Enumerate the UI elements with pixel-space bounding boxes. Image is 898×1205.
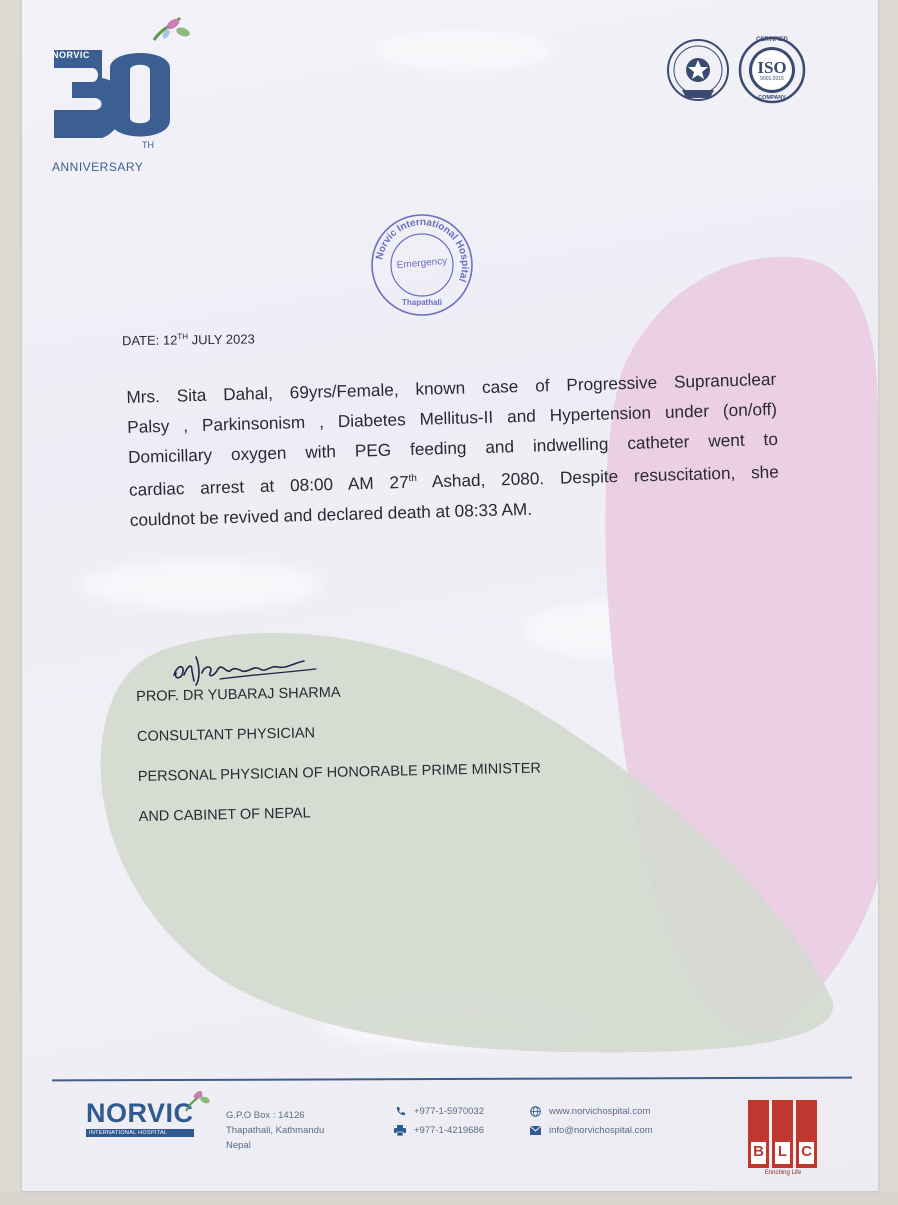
mail-icon xyxy=(529,1125,541,1137)
iso-top-text: CERTIFIED xyxy=(756,37,788,43)
emergency-stamp xyxy=(367,210,477,320)
address-line: G.P.O Box : 14126 xyxy=(226,1110,305,1121)
email-row xyxy=(529,1121,653,1140)
footer-norvic-logo xyxy=(86,1099,194,1137)
address-line: Thapathali, Kathmandu xyxy=(226,1125,325,1136)
website-row xyxy=(529,1102,653,1121)
address-line: Nepal xyxy=(226,1140,251,1151)
fax-row xyxy=(394,1121,484,1140)
email-link[interactable]: info@norvichospital.com xyxy=(549,1125,653,1136)
footer-address xyxy=(226,1108,324,1153)
letterhead-footer xyxy=(22,1084,878,1184)
fax-number[interactable]: +977-1-4219686 xyxy=(414,1125,484,1136)
footer-logo-name: NORVIC xyxy=(86,1098,194,1128)
background-wall-left xyxy=(0,0,22,1205)
signatory-role-line2: AND CABINET OF NEPAL xyxy=(138,805,311,825)
leaf-logo-icon xyxy=(182,1089,210,1113)
blc-partner-logo xyxy=(748,1090,818,1168)
iso-label: ISO xyxy=(757,58,787,77)
letter-date xyxy=(122,331,255,348)
footer-logo-sub: INTERNATIONAL HOSPITAL xyxy=(86,1129,194,1137)
letter-sheet xyxy=(22,0,878,1191)
anniversary-suffix: TH xyxy=(142,140,154,150)
globe-icon xyxy=(529,1106,541,1118)
letter-body xyxy=(126,364,780,535)
anniversary-30-logo xyxy=(42,10,192,180)
body-line: Mrs. Sita Dahal, 69yrs/Female, known case of Progressive Supranuclear xyxy=(126,368,777,407)
fax-icon xyxy=(394,1125,406,1137)
footer-web xyxy=(529,1102,653,1140)
signatory-name: PROF. DR YUBARAJ SHARMA xyxy=(136,684,341,705)
background-wall-right xyxy=(878,0,898,1205)
body-line-part: Ashad, 2080. Despite resuscitation, she xyxy=(416,461,780,492)
signatory-title: CONSULTANT PHYSICIAN xyxy=(136,725,316,745)
body-line: Domicillary oxygen with PEG feeding and indwelling catheter went to xyxy=(127,428,779,467)
phone-icon xyxy=(394,1106,406,1118)
phone-number[interactable]: +977-1-5970032 xyxy=(414,1106,484,1117)
website-link[interactable]: www.norvichospital.com xyxy=(549,1106,651,1117)
signatory-role-line1: PERSONAL PHYSICIAN OF HONORABLE PRIME MINISTER xyxy=(137,760,542,785)
iso-standard: 9001:2015 xyxy=(760,76,784,82)
stamp-bottom-text: Thapathali xyxy=(401,298,442,307)
body-line: couldnot be revived and declared death at 08:33 AM. xyxy=(129,498,533,530)
date-prefix: DATE: 12 xyxy=(121,332,178,349)
blc-letter: B xyxy=(753,1143,764,1160)
date-suffix: JULY 2023 xyxy=(187,331,255,348)
body-line-part: cardiac arrest at 08:00 AM 27 xyxy=(128,471,409,500)
body-line: Palsy , Parkinsonism , Diabetes Mellitus-II and Hypertension under (on/off) xyxy=(126,398,778,437)
body-line-superscript: th xyxy=(408,472,418,485)
anniversary-label: ANNIVERSARY xyxy=(52,160,144,174)
blc-tagline: Enriching Life xyxy=(764,1170,802,1176)
stamp-ring-text: Norvic International Hospital xyxy=(374,216,471,284)
stamp-center-text: Emergency xyxy=(396,255,448,272)
iso-certified-seal xyxy=(736,34,808,106)
blc-letter: L xyxy=(777,1143,788,1160)
signatory-block xyxy=(136,680,542,848)
iso-bottom-text: COMPANY xyxy=(758,95,786,101)
anniversary-brand-text: NORVIC xyxy=(52,50,90,60)
background-wall-bottom xyxy=(0,1191,898,1205)
accreditation-seal-icon xyxy=(662,34,734,106)
date-superscript: TH xyxy=(177,332,189,342)
phone-row xyxy=(394,1102,484,1121)
footer-contact xyxy=(394,1102,484,1140)
blc-letter: C xyxy=(801,1143,812,1160)
